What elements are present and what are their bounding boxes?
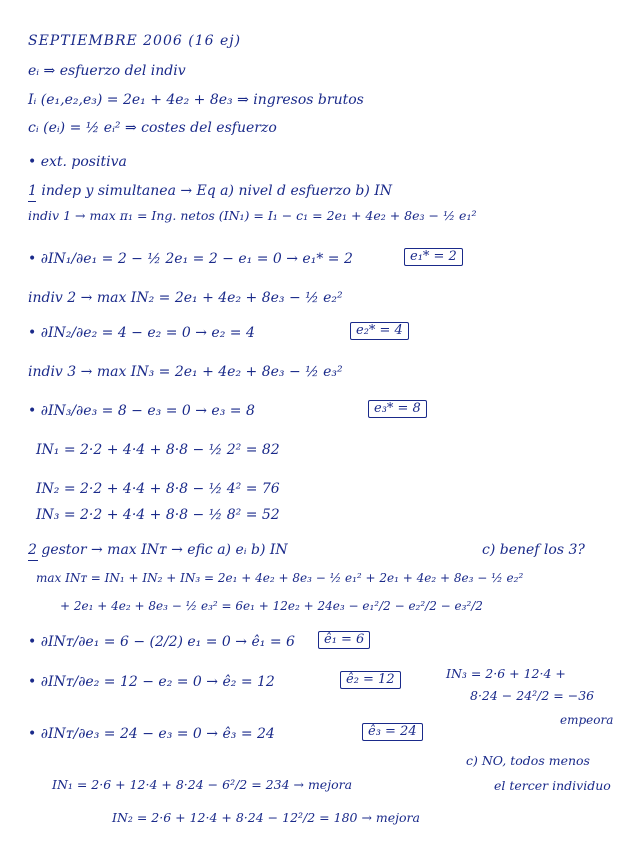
part2-max-line2: + 2e₁ + 4e₂ + 8e₃ − ½ e₃² = 6e₁ + 12e₂ + 24e₃ − e₁²/2 − e₂²/2 − e₃²/2 <box>60 599 483 613</box>
part2-in2: IN₂ = 2·6 + 12·4 + 8·24 − 12²/2 = 180 → mejora <box>112 810 420 825</box>
part2-foc1: • ∂INᴛ/∂e₁ = 6 − (2/2) e₁ = 0 → ê₁ = 6 <box>28 634 295 650</box>
part1-number-underline <box>28 201 36 202</box>
part2-foc2: • ∂INᴛ/∂e₂ = 12 − e₂ = 0 → ê₂ = 12 <box>28 674 275 690</box>
side-calc-line2: 8·24 − 24²/2 = −36 <box>470 688 595 703</box>
part2-answer-c-line1: c) NO, todos menos <box>466 753 590 768</box>
part2-foc3: • ∂INᴛ/∂e₃ = 24 − e₃ = 0 → ê₃ = 24 <box>28 726 275 742</box>
part1-in2: IN₂ = 2·2 + 4·4 + 8·8 − ½ 4² = 76 <box>36 481 280 497</box>
definition-income: Iᵢ (e₁,e₂,e₃) = 2e₁ + 4e₂ + 8e₃ ⇒ ingresos brutos <box>28 92 364 108</box>
part1-heading: 1 indep y simultanea → Eq a) nivel d esfuerzo b) IN <box>28 183 393 199</box>
part1-indiv2: indiv 2 → max IN₂ = 2e₁ + 4e₂ + 8e₃ − ½ e₂² <box>28 290 343 306</box>
part2-result-box2: ê₂ = 12 <box>340 671 401 689</box>
part1-foc2: • ∂IN₂/∂e₂ = 4 − e₂ = 0 → e₂ = 4 <box>28 325 255 341</box>
part2-number-underline <box>28 560 38 561</box>
part2-in1: IN₁ = 2·6 + 12·4 + 8·24 − 6²/2 = 234 → mejora <box>52 777 353 792</box>
part2-question-c: c) benef los 3? <box>482 542 585 558</box>
part2-max-line1: max INᴛ = IN₁ + IN₂ + IN₃ = 2e₁ + 4e₂ + 8e₃ − ½ e₁² + 2e₁ + 4e₂ + 8e₃ − ½ e₂² <box>36 571 524 585</box>
part1-result-box2: e₂* = 4 <box>350 322 409 340</box>
part1-indiv1: indiv 1 → max π₁ = Ing. netos (IN₁) = I₁ − c₁ = 2e₁ + 4e₂ + 8e₃ − ½ e₁² <box>28 208 477 223</box>
externality-note: • ext. positiva <box>28 154 127 170</box>
part1-in3: IN₃ = 2·2 + 4·4 + 8·8 − ½ 8² = 52 <box>36 507 280 523</box>
side-calc-note: empeora <box>560 713 614 727</box>
part1-in1: IN₁ = 2·2 + 4·4 + 8·8 − ½ 2² = 82 <box>36 442 280 458</box>
side-calc-line1: IN₃ = 2·6 + 12·4 + <box>446 666 566 681</box>
part1-result-box3: e₃* = 8 <box>368 400 427 418</box>
part2-heading: 2 gestor → max INᴛ → efic a) eᵢ b) IN <box>28 542 288 558</box>
part1-indiv3: indiv 3 → max IN₃ = 2e₁ + 4e₂ + 8e₃ − ½ e₃² <box>28 364 343 380</box>
page-title: SEPTIEMBRE 2006 (16 ej) <box>28 33 242 49</box>
part2-result-box1: ê₁ = 6 <box>318 631 370 649</box>
part2-answer-c-line2: el tercer individuo <box>494 778 611 793</box>
part1-foc3: • ∂IN₃/∂e₃ = 8 − e₃ = 0 → e₃ = 8 <box>28 403 255 419</box>
definition-effort: eᵢ ⇒ esfuerzo del indiv <box>28 63 186 79</box>
part2-result-box3: ê₃ = 24 <box>362 723 423 741</box>
part1-result-box1: e₁* = 2 <box>404 248 463 266</box>
part1-foc1: • ∂IN₁/∂e₁ = 2 − ½ 2e₁ = 2 − e₁ = 0 → e₁* = 2 <box>28 251 353 267</box>
definition-cost: cᵢ (eᵢ) = ½ eᵢ² ⇒ costes del esfuerzo <box>28 120 277 136</box>
